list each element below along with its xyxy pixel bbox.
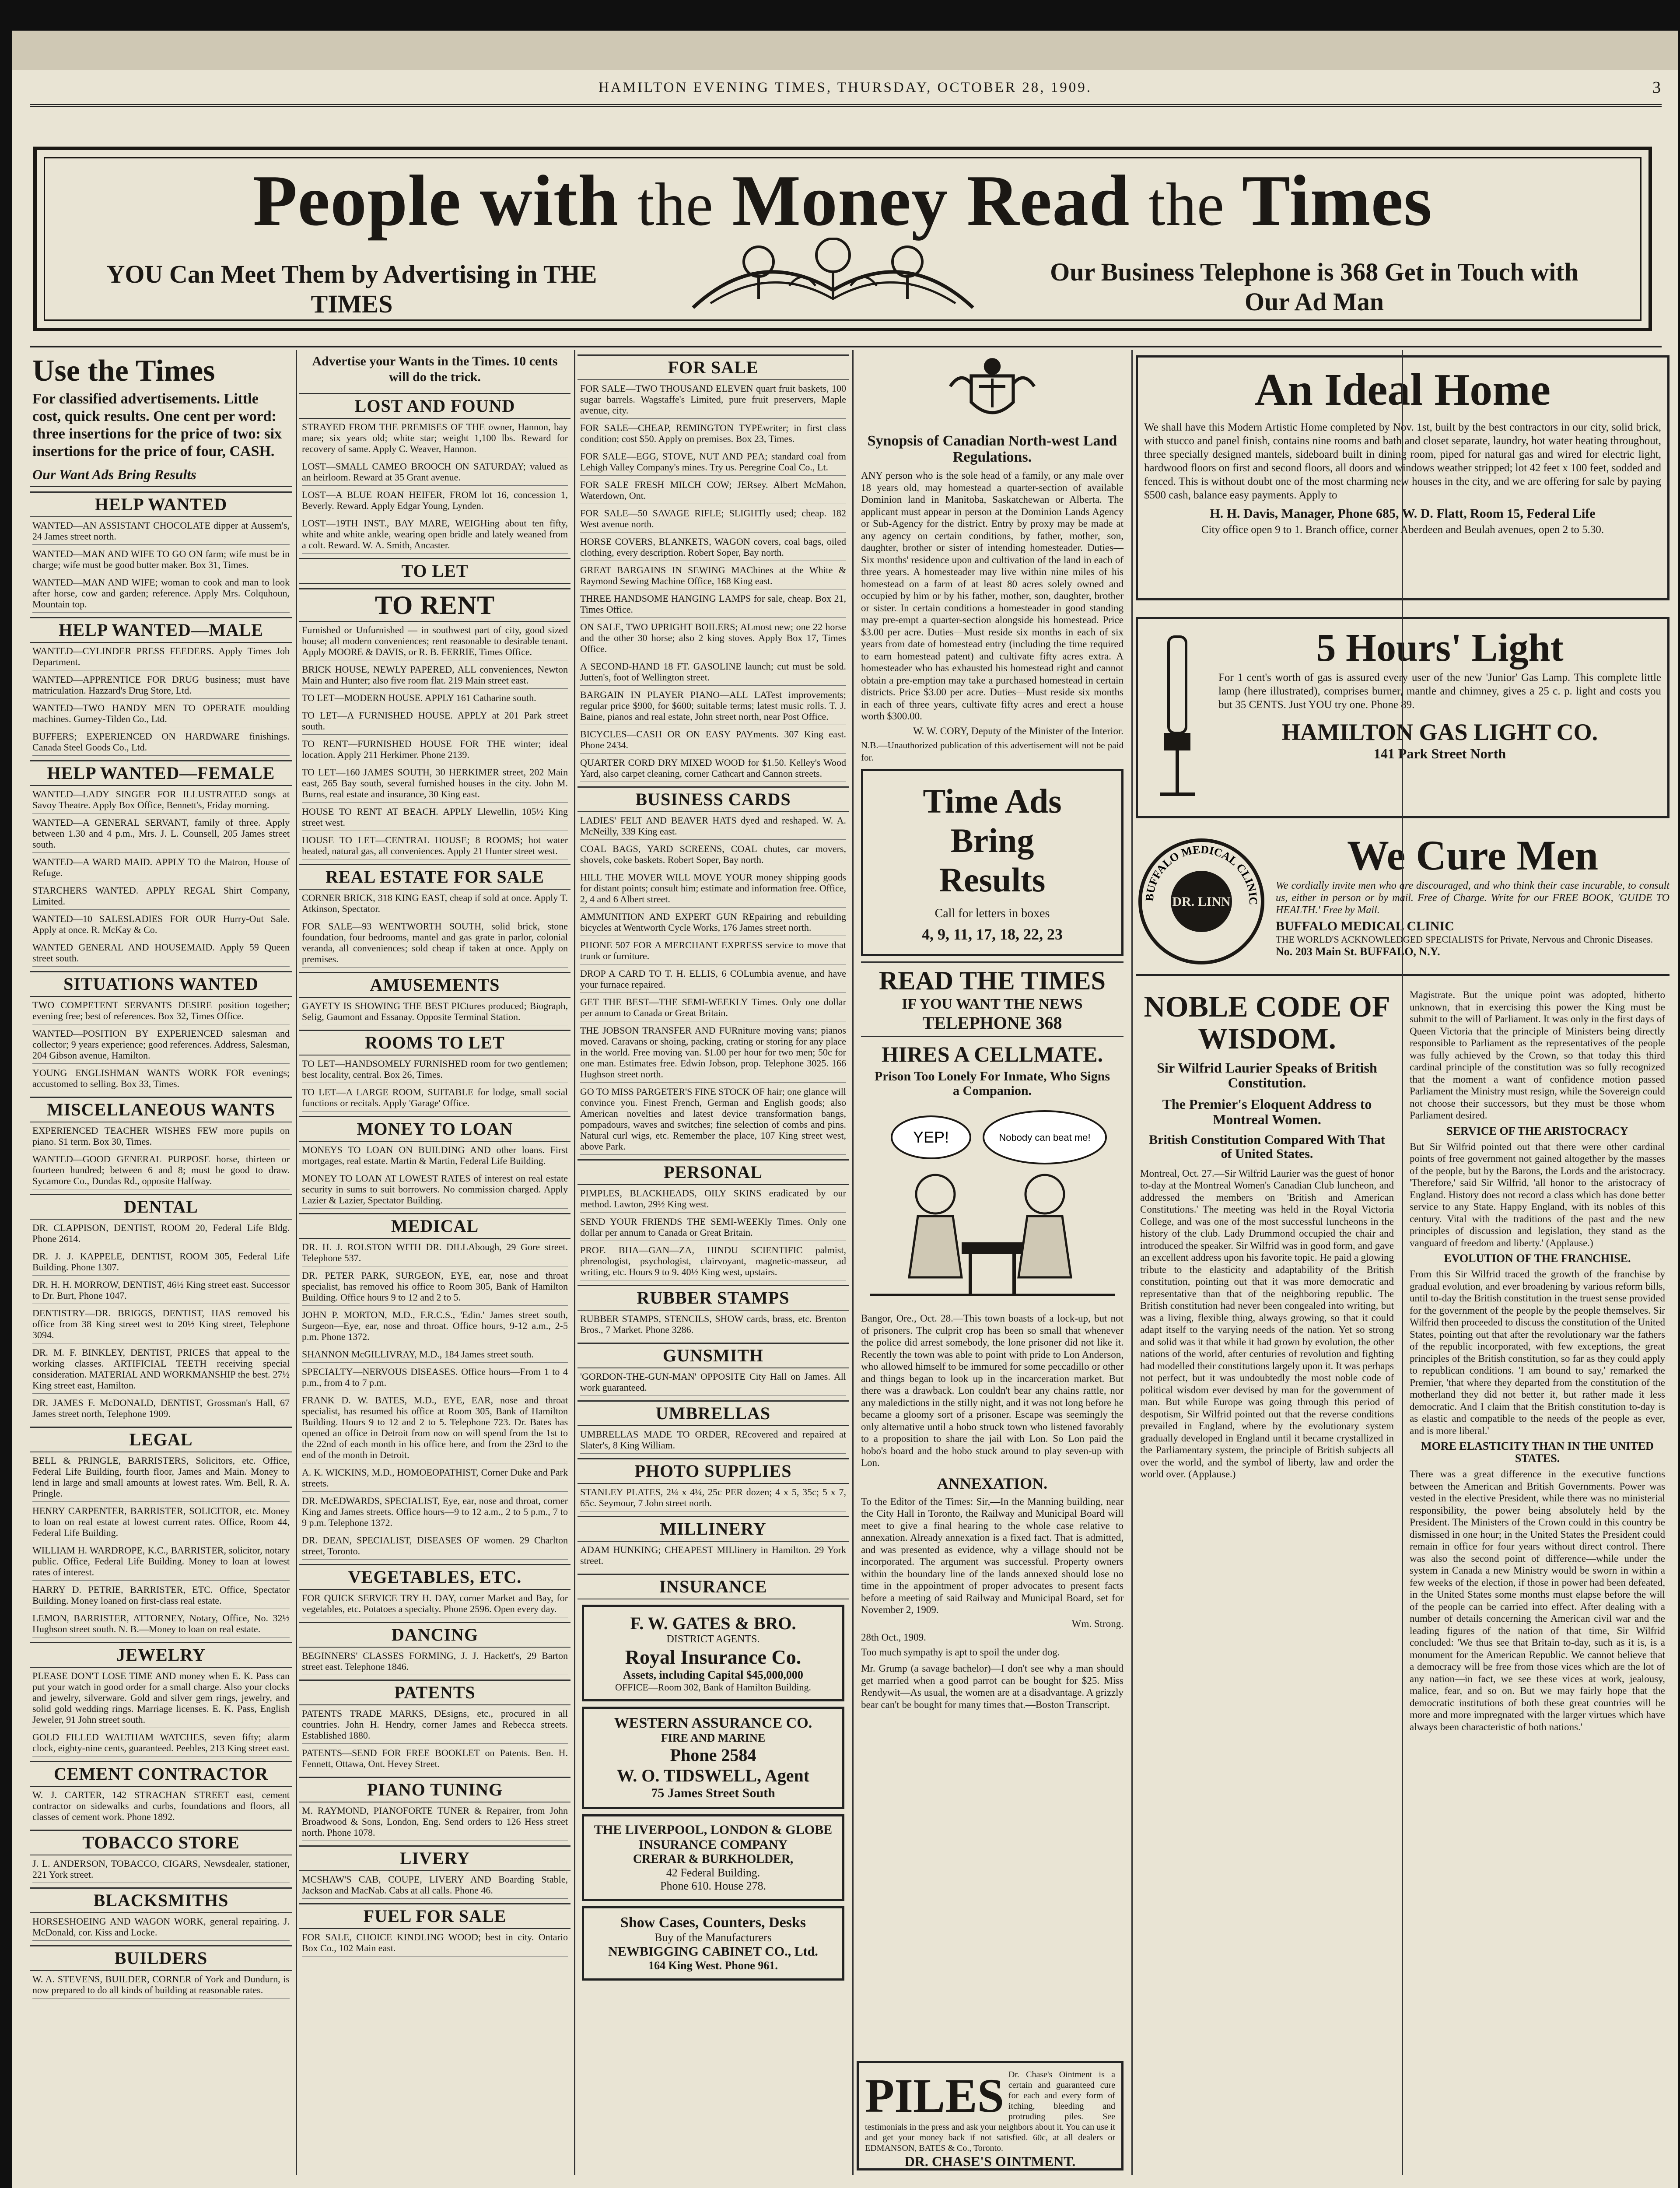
section-heading: PERSONAL — [578, 1159, 849, 1185]
banner-ad — [33, 147, 1652, 331]
running-head: HAMILTON EVENING TIMES, THURSDAY, OCTOBER 28, 1909. — [598, 80, 1092, 95]
read-times-box — [861, 961, 1124, 1037]
piles-title: PILES — [865, 2069, 1004, 2122]
column-rule — [852, 350, 854, 2175]
headline-part: Money Read — [732, 160, 1130, 241]
classified-ad: DR. DEAN, SPECIALIST, DISEASES OF women. 29 Charlton street, Toronto. — [302, 1535, 568, 1560]
showcase-name: NEWBIGGING CABINET CO., Ltd. — [608, 1944, 818, 1959]
classified-ad: BRICK HOUSE, NEWLY PAPERED, ALL conveniences, Newton Main and Hunter; also five room flat. 219 Main street east. — [302, 664, 568, 689]
classified-ad: HORSESHOEING AND WAGON WORK, general repairing. J. McDonald, cor. Kiss and Locke. — [32, 1916, 290, 1941]
read-times-title: READ THE TIMES — [879, 966, 1106, 996]
section-heading: JEWELRY — [30, 1642, 292, 1668]
classified-ad: Furnished or Unfurnished — in southwest part of city, good sized house; all modern conveniences; rent reasonable to desirable tenant. Apply MOORE & DAVIS, or R. B. FERRIE, Times Office. — [302, 624, 568, 660]
gas-lamp-icon — [1147, 628, 1208, 803]
land-title: Synopsis of Canadian North-west Land Regulations. — [867, 433, 1117, 465]
land-note: N.B.—Unauthorized publication of this advertisement will not be paid for. — [861, 740, 1124, 763]
classified-ad: W. A. STEVENS, BUILDER, CORNER of York and Dundurn, is now prepared to do all kinds of building at reasonable rates. — [32, 1974, 290, 1999]
cellmate-title: HIRES A CELLMATE. — [881, 1042, 1103, 1067]
classified-ad: PATENTS—SEND FOR FREE BOOKLET on Patents. Ben. H. Fennett, Ottawa, Ont. Hevey Street. — [302, 1747, 568, 1772]
section-heading: SITUATIONS WANTED — [30, 971, 292, 997]
classified-ad: PHONE 507 FOR A MERCHANT EXPRESS service to move that trunk or furniture. — [580, 940, 846, 964]
promo-tagline: Our Want Ads Bring Results — [30, 463, 292, 487]
section-heading: BLACKSMITHS — [30, 1887, 292, 1913]
torn-top-edge — [12, 31, 1678, 70]
classified-ad: ADAM HUNKING; CHEAPEST MILlinery in Hamilton. 29 York street. — [580, 1544, 846, 1569]
column-classified-2 — [299, 350, 570, 2175]
seal-center-text: DR. LINN — [1172, 894, 1231, 909]
seal-ring-text: BUFFALO MEDICAL CLINIC — [1143, 843, 1260, 905]
classified-ad: THREE HANDSOME HANGING LAMPS for sale, cheap. Box 21, Times Office. — [580, 593, 846, 618]
section-heading: BUILDERS — [30, 1945, 292, 1971]
light-title: 5 Hours' Light — [1316, 626, 1564, 670]
classified-ad: HENRY CARPENTER, BARRISTER, SOLICITOR, etc. Money to loan on real estate at lowest current rates. Office, Room 44, Federal Life Building. — [32, 1505, 290, 1541]
classified-ad: HILL THE MOVER WILL MOVE YOUR money shipping goods for distant points; consult him; estimate and information free. Office, 2, 4 and 6 Albert street. — [580, 872, 846, 908]
classified-ad: DR. McEDWARDS, SPECIALIST, Eye, ear, nose and throat, corner King and James streets. Office hours—9 to 12 a.m., 2 to 5 p.m., 7 to 9 p.m. Telephone 1372. — [302, 1495, 568, 1531]
classified-ad: STRAYED FROM THE PREMISES OF THE owner, Hannon, bay mare; six years old; white star; weight 1,100 lbs. Reward for recovery of same. Apply C. Weaver, Hannon. — [302, 421, 568, 457]
land-sign: W. W. CORY, Deputy of the Minister of the Interior. — [913, 725, 1124, 736]
classified-ad: DR. M. F. BINKLEY, DENTIST, PRICES that appeal to the working classes. ARTIFICIAL TEETH receiving special consideration. MATERIAL AND WORKMANSHIP the best. 27½ King street east, Hamilton. — [32, 1347, 290, 1394]
land-body: ANY person who is the sole head of a family, or any male over 18 years old, may homestead a quarter-section of available Dominion land in Manitoba, Saskatchewan or Alberta. The applicant must appear in person at the Dominion Lands Agency or Sub-Agency for the district. Entry by proxy may be made at any agency on certain conditions, by father, mother, son, daughter, brother or sister of intending homesteader. Duties—Six months' residence upon and cultivation of the land in each of three years. A homesteader may live within nine miles of his homestead on a farm of at least 80 acres solely owned and occupied by him or by his father, mother, son, daughter, brother or sister. In certain conditions a homesteader in good standing may pre-empt a quarter-section alongside his homestead. Price $3.00 per acre. Duties—Must reside six months in each of six years from date of homestead entry (including the time required to earn homestead patent) and cultivate fifty acres extra. A homesteader who has exhausted his homestead right and cannot obtain a pre-emption may take a purchased homestead in certain districts. Price $3.00 per acre. Duties—Must reside six months in each of three years, cultivate fifty acres and erect a house worth $300.00. — [861, 470, 1124, 722]
section-heading: VEGETABLES, ETC. — [299, 1564, 570, 1590]
cure-address: No. 203 Main St. BUFFALO, N.Y. — [1276, 945, 1440, 958]
banner-left-sub: YOU Can Meet Them by Advertising in THE TIMES — [106, 260, 597, 318]
cure-title: We Cure Men — [1347, 832, 1599, 879]
classified-ad: SHANNON McGILLIVRAY, M.D., 184 James street south. — [302, 1349, 568, 1363]
classified-ad: FRANK D. W. BATES, M.D., EYE, EAR, nose and throat specialist, has resumed his office at Room 305, Bank of Hamilton Building. Hours 9 to 12 and 2 to 5. Telephone 723. Dr. Bates has opened an office in Detroit from now on will spend from the 1st to the 22nd of each month in his office here, and from the 23rd to the end of the month in Detroit. — [302, 1395, 568, 1463]
classified-ad: PLEASE DON'T LOSE TIME AND money when E. K. Pass can put your watch in good order for a small charge. Also your clocks and jewelry, silverware. Gold and silver gem rings, jewelry, and solid gold wedding rings. Marriage licenses. E. K. Pass, English Jeweler, 91 John street south. — [32, 1670, 290, 1728]
classified-ad: WANTED—MAN AND WIFE; woman to cook and man to look after horse, cow and garden; reference. Apply Mrs. Colquhoun, Mountain top. — [32, 577, 290, 613]
showcase-address: 164 King West. Phone 961. — [648, 1959, 778, 1972]
classified-sections — [299, 393, 570, 1957]
noble-sub2: The Premier's Eloquent Address to Montreal Women. — [1162, 1096, 1372, 1127]
noble-sub5: EVOLUTION OF THE FRANCHISE. — [1444, 1252, 1631, 1265]
classified-ad: FOR SALE—93 WENTWORTH SOUTH, solid brick, stone foundation, four bedrooms, mantel and gas grate in parlor, colonial veranda, all conveniences; sold cheap if taken at once. Apply on premises. — [302, 921, 568, 968]
section-heading: ROOMS TO LET — [299, 1030, 570, 1055]
cure-clinic: BUFFALO MEDICAL CLINIC — [1276, 919, 1454, 933]
annex-date: 28th Oct., 1909. — [861, 1632, 926, 1643]
column-news-1 — [857, 350, 1128, 2175]
noble-sub3: British Constitution Compared With That of United States. — [1149, 1133, 1385, 1161]
classified-ad: FOR SALE—CHEAP, REMINGTON TYPEwriter; in first class condition; cost $50. Apply on premises. Box 23, Times. — [580, 422, 846, 447]
newspaper-page — [12, 31, 1678, 2188]
noble-body5: There was a great difference in the executive functions between the American and British Governments. Power was vested in the elective President, while there was no ministerial responsibility, the power being absolutely held by the President. The Ministers of the Crown could in this country be dismissed in one hour; in the United States the President could remain in office for four years without direct control. There was also the second point of difference—while under the system in Canada a new Ministry would be sworn in within a few weeks of the election, if those in power had been defeated, in the United States some months must elapse before the will of the people can be carried into effect. After dealing with a number of details concerning the American civil war and the leading figures of the nation of that time, Sir Wilfrid concluded: 'We thus see that Britain to-day, such as it is, is a monument for the American Republic. We cannot believe that a democracy will be free from those vices which are the lot of any nation—in fact, we see these vices at work, jealousy, malice, fear, and so on. But we may fairly hope that the democratic institutions of both these great countries will be more and more impregnated with the larger virtues which have always been characteristic of both nations.' — [1410, 1469, 1665, 1732]
ins-agent: CRERAR & BURKHOLDER, — [633, 1852, 794, 1866]
ins-name: F. W. GATES & BRO. — [630, 1613, 796, 1633]
section-heading: LIVERY — [299, 1845, 570, 1871]
section-heading: PHOTO SUPPLIES — [578, 1458, 849, 1484]
classified-ad: GAYETY IS SHOWING THE BEST PICtures produced; Biograph, Selig, Gaumont and Essanay. Opposite Terminal Station. — [302, 1000, 568, 1025]
home-office: City office open 9 to 1. Branch office, corner Aberdeen and Beulah avenues, open 2 to 5.30. — [1201, 524, 1604, 536]
section-heading: HELP WANTED — [30, 491, 292, 517]
classified-ad: BELL & PRINGLE, BARRISTERS, Solicitors, etc. Office, Federal Life Building, fourth floor, James and Main. Money to lend in large and small amounts at lowest rates. Wm. Bell, R. A. Pringle. — [32, 1455, 290, 1502]
insurance-ad-liverpool — [582, 1814, 844, 1901]
classified-sections — [578, 354, 849, 1599]
classified-ad: WANTED—LADY SINGER FOR ILLUSTRATED songs at Savoy Theatre. Apply Box Office, Bennett's, Friday morning. — [32, 789, 290, 813]
headline-part: the — [1148, 171, 1225, 238]
section-heading: FOR SALE — [578, 354, 849, 380]
medical-seal-icon — [1136, 836, 1267, 967]
classified-ad: SEND YOUR FRIENDS THE SEMI-WEEKly Times. Only one dollar per annum to Canada or Great Britain. — [580, 1216, 846, 1241]
classified-ad: DR. CLAPPISON, DENTIST, ROOM 20, Federal Life Bldg. Phone 2614. — [32, 1222, 290, 1247]
classified-ad: RUBBER STAMPS, STENCILS, SHOW cards, brass, etc. Brenton Bros., 7 Market. Phone 3286. — [580, 1313, 846, 1338]
noble-body4: From this Sir Wilfrid traced the growth of the franchise by gradual evolution, and ever broadening by various reform bills, until to-day the British constitution in the truest sense provided for the government of the people by the people themselves. Sir Wilfrid then proceeded to discuss the constitution of the United States, pointing out that after the revolutionary war the fathers of the republic incorporated, with few exceptions, the great principles of the British constitution, so far as they could apply to republican conditions. 'I am bound to say,' remarked the Premier, 'that where they departed from the constitution of the motherland they did not better it, but rather made it less democratic. And I claim that the British constitution to-day is as elastic and compatible to the needs of the people as ever, and is more liberal.' — [1410, 1269, 1665, 1436]
section-heading: GUNSMITH — [578, 1343, 849, 1368]
classified-ad: AMMUNITION AND EXPERT GUN REpairing and rebuilding bicycles at Wentworth Cycle Works, 176 James street north. — [580, 911, 846, 936]
section-heading: PIANO TUNING — [299, 1777, 570, 1802]
ins-phone: Phone 2584 — [670, 1745, 756, 1765]
classified-ad: LADIES' FELT AND BEAVER HATS dyed and reshaped. W. A. McNeilly, 339 King east. — [580, 815, 846, 840]
classified-ad: TO LET—MODERN HOUSE. APPLY 161 Catharine south. — [302, 692, 568, 706]
classified-ad: SPECIALTY—NERVOUS DISEASES. Office hours—From 1 to 4 p.m., from 4 to 7 p.m. — [302, 1366, 568, 1391]
timeads-boxes: 4, 9, 11, 17, 18, 22, 23 — [921, 926, 1063, 943]
section-heading: DANCING — [299, 1622, 570, 1648]
classified-ad: M. RAYMOND, PIANOFORTE TUNER & Repairer, from John Broadwood & Sons, London, Eng. Send orders to 126 Hess street north. Phone 1078. — [302, 1805, 568, 1841]
classified-ad: WANTED GENERAL AND HOUSEMAID. Apply 59 Queen street south. — [32, 942, 290, 967]
headline-part: Times — [1242, 160, 1432, 241]
section-heading: TO RENT — [299, 588, 570, 622]
classified-ad: W. J. CARTER, 142 STRACHAN STREET east, cement contractor on sidewalks and curbs, foundations and floors, all classes of cement work. Phone 1892. — [32, 1789, 290, 1825]
classified-ad: MONEYS TO LOAN ON BUILDING AND other loans. First mortgages, real estate. Martin & Martin, Federal Life Building. — [302, 1144, 568, 1169]
classified-ad: WANTED—10 SALESLADIES FOR OUR Hurry-Out Sale. Apply at once. R. McKay & Co. — [32, 913, 290, 938]
classified-ad: WANTED—POSITION BY EXPERIENCED salesman and collector; 9 years experience; good references. Address, Salesman, 204 Gibson avenue, Hamilton. — [32, 1028, 290, 1064]
section-heading: MEDICAL — [299, 1213, 570, 1239]
classified-ad: DR. JAMES F. McDONALD, DENTIST, Grossman's Hall, 67 James street north, Telephone 1909. — [32, 1397, 290, 1422]
read-times-sub: IF YOU WANT THE NEWS — [902, 996, 1083, 1013]
section-heading: TO LET — [299, 558, 570, 584]
ins-name: THE LIVERPOOL, LONDON & GLOBE INSURANCE COMPANY — [594, 1823, 833, 1852]
noble-sub1: Sir Wilfrid Laurier Speaks of British Constitution. — [1157, 1059, 1377, 1091]
classified-ad: GREAT BARGAINS IN SEWING MAChines at the White & Raymond Sewing Machine Office, 168 King east. — [580, 565, 846, 589]
timeads-line: Bring — [950, 821, 1034, 860]
classified-ad: TO LET—A LARGE ROOM, SUITABLE for lodge, small social functions or recitals. Apply 'Garage' Office. — [302, 1087, 568, 1112]
ins-detail: Assets, including Capital $45,000,000 — [623, 1669, 803, 1681]
classified-ad: DENTISTRY—DR. BRIGGS, DENTIST, HAS removed his office from 38 King street west to 20½ King street, Telephone 3094. — [32, 1308, 290, 1343]
light-company: HAMILTON GAS LIGHT CO. — [1281, 719, 1598, 745]
section-heading: REAL ESTATE FOR SALE — [299, 864, 570, 890]
classified-ad: LOST—A BLUE ROAN HEIFER, FROM lot 16, concession 1, Beverly. Reward. Apply Edgar Young, Lynden. — [302, 489, 568, 514]
column-rule — [574, 350, 575, 2175]
section-heading: MISCELLANEOUS WANTS — [30, 1097, 292, 1122]
piles-body: Dr. Chase's Ointment is a certain and guaranteed cure for each and every form of itching, bleeding and protruding piles. See testimonials in the press and ask your neighbors about it. You can use it and get your money back if not satisfied. 60c, at all dealers or EDMANSON, BATES & Co., Toronto. — [865, 2070, 1115, 2153]
headline-part: the — [637, 171, 714, 238]
classified-ad: PATENTS TRADE MARKS, DEsigns, etc., procured in all countries. John H. Hendry, corner James and Rebecca streets. Established 1880. — [302, 1708, 568, 1744]
light-body: For 1 cent's worth of gas is assured every user of the new 'Junior' Gas Lamp. This complete little lamp (here illustrated), comprises burner, mantle and chimney, gives a 25 c. p. light and costs you but 35 CENTS. Just YOU try one. Phone 89. — [1218, 672, 1661, 711]
classified-ad: DR. H. H. MORROW, DENTIST, 46½ King street east. Successor to Dr. Burt, Phone 1047. — [32, 1279, 290, 1304]
classified-ad: MCSHAW'S CAB, COUPE, LIVERY AND Boarding Stable, Jackson and MacNab. Cabs at all calls. Phone 46. — [302, 1874, 568, 1899]
section-rule — [30, 346, 1662, 347]
col2-top-note: Advertise your Wants in the Times. 10 cents will do the trick. — [312, 354, 558, 384]
classified-ad: GOLD FILLED WALTHAM WATCHES, seven fifty; alarm clock, eighty-nine cents, guaranteed. Peebles, 213 King street east. — [32, 1732, 290, 1757]
section-heading: LOST AND FOUND — [299, 393, 570, 419]
classified-ad: TO RENT—FURNISHED HOUSE FOR THE winter; ideal location. Apply 211 Herkimer. Phone 2139. — [302, 738, 568, 763]
time-ads-box — [861, 769, 1124, 956]
section-heading: MONEY TO LOAN — [299, 1116, 570, 1142]
classified-ad: DROP A CARD TO T. H. ELLIS, 6 COLumbia avenue, and have your furnace repaired. — [580, 968, 846, 993]
noble-sub4: SERVICE OF THE ARISTOCRACY — [1446, 1124, 1628, 1137]
classified-ad: MONEY TO LOAN AT LOWEST RATES of interest on real estate security in sums to suit borrowers. No commission charged. Apply Lazier & Lazier, Spectator Building. — [302, 1173, 568, 1209]
classified-ad: WANTED—AN ASSISTANT CHOCOLATE dipper at Aussem's, 24 James street north. — [32, 520, 290, 545]
classified-ad: WANTED—APPRENTICE FOR DRUG business; must have matriculation. Hazzard's Drug Store, Ltd. — [32, 674, 290, 699]
section-heading: UMBRELLAS — [578, 1400, 849, 1426]
page-number: 3 — [1652, 78, 1661, 97]
classified-ad: GO TO MISS PARGETER'S FINE STOCK OF hair; one glance will convince you. Finest French, German and English goods; also American novelties and latest device transformation bangs, pompadours, waves and switches; fine selection of combs and pins. Natural curl wigs, etc. Remember the place, 107 King street west, above Park. — [580, 1086, 846, 1155]
section-heading: PATENTS — [299, 1680, 570, 1705]
section-heading: CEMENT CONTRACTOR — [30, 1761, 292, 1787]
classified-ad: WANTED—TWO HANDY MEN TO OPERATE moulding machines. Gurney-Tilden Co., Ltd. — [32, 702, 290, 727]
cellmate-sub: Prison Too Lonely For Inmate, Who Signs a Companion. — [874, 1069, 1110, 1098]
classified-ad: FOR SALE—TWO THOUSAND ELEVEN quart fruit baskets, 100 sugar barrels. Wagstaffe's Limited, pure fruit preservers, Maple avenue, city. — [580, 383, 846, 419]
column-classified-1 — [30, 350, 292, 2175]
classified-ad: HOUSE TO LET—CENTRAL HOUSE; 8 ROOMS; hot water heated, natural gas, all conveniences. Apply 21 Hunter street west. — [302, 835, 568, 859]
cartoon-bubble-left: YEP! — [913, 1128, 949, 1147]
section-heading: RUBBER STAMPS — [578, 1285, 849, 1311]
classified-ad: QUARTER CORD DRY MIXED WOOD for $1.50. Kelley's Wood Yard, also carpet cleaning, corner Cathcart and Cannon streets. — [580, 757, 846, 782]
classified-ad: J. L. ANDERSON, TOBACCO, CIGARS, Newsdealer, stationer, 221 York street. — [32, 1858, 290, 1883]
section-heading: DENTAL — [30, 1194, 292, 1220]
classified-ad: TWO COMPETENT SERVANTS DESIRE position together; evening free; best of references. Box 32, Times Office. — [32, 999, 290, 1024]
showcase-title: Show Cases, Counters, Desks — [620, 1914, 806, 1931]
classified-ad: PIMPLES, BLACKHEADS, OILY SKINS eradicated by our method. Lawton, 29½ King west. — [580, 1188, 846, 1213]
timeads-line: Time Ads — [923, 782, 1062, 820]
classified-ad: THE JOBSON TRANSFER AND FURniture moving vans; pianos moved. Caravans or shoing, packing, crating or storing for any place in the world. Free moving van. $1.00 per hour for two men; 50c for one man. Estimates free. Edwin Jobson, prop. Telephone 3025. 166 Hughson street north. — [580, 1025, 846, 1083]
read-times-tel: TELEPHONE 368 — [922, 1013, 1062, 1033]
classified-ad: HORSE COVERS, BLANKETS, WAGON covers, coal bags, oiled clothing, every description. Robert Soper, Bay north. — [580, 536, 846, 561]
insurance-ad-western — [582, 1707, 844, 1809]
column-classified-3 — [578, 350, 849, 2175]
home-contact: H. H. Davis, Manager, Phone 685, W. D. Flatt, Room 15, Federal Life — [1210, 506, 1596, 521]
ins-role: FIRE AND MARINE — [661, 1732, 766, 1744]
classified-ad: FOR SALE—EGG, STOVE, NUT AND PEA; standard coal from Lehigh Valley Company's mines. Try us. Peregrine Coal Co., Lt. — [580, 451, 846, 476]
promo-text: For classified advertisements. Little cost, quick results. One cent per word: three insertions for the price of two: six insertions for the price of four, CASH. — [32, 391, 282, 459]
cartoon-bubble-right: Nobody can beat me! — [999, 1132, 1091, 1143]
ins-address: 75 James Street South — [651, 1786, 775, 1800]
floral-ornament-icon — [684, 238, 982, 314]
noble-sub6: MORE ELASTICITY THAN IN THE UNITED STATES. — [1421, 1440, 1654, 1465]
cartoon-illustration — [861, 1102, 1124, 1308]
classified-ad: HARRY D. PETRIE, BARRISTER, ETC. Office, Spectator Building. Money loaned on first-class real estate. — [32, 1584, 290, 1609]
section-heading: FUEL FOR SALE — [299, 1903, 570, 1929]
noble-body: Montreal, Oct. 27.—Sir Wilfrid Laurier was the guest of honor to-day at the Montreal Women's Canadian Club luncheon, and addressed the members on 'British and American Constitutions.' The meeting was held in the Royal Victoria College, and was one of the most successful luncheons in the history of the club. Lady Drummond occupied the chair and introduced the speaker. Sir Wilfrid was in good form, and gave an excellent address upon his favorite topic. He paid a glowing tribute to the elasticity and adaptability of the British constitution, pointing out that it was more democratic and representative than that of the neighboring republic. The British constitution had never been congealed into writing, but was a living, flexible thing, always growing, so that it could adapt itself to the varying needs of the nation. Yet so strong and solid was it that while it had grown by evolution, the other nations of the world, after centuries of revolution and fighting had modelled their constitutions largely upon it. It was perhaps not perfect, but it was undoubtedly the most noble code of political wisdom ever devised by man for the government of man. But while Europe was going through this period of despotism, Sir Wilfrid pointed out that the reverse conditions prevailed in England, where by the evolutionary system gradually developed in England until it became crystallized in the Parliamentary system, the principle of British subjects all over the world, and the symbol of liberty, law and order the world over. (Applause.) — [1140, 1168, 1394, 1480]
cellmate-body: Bangor, Ore., Oct. 28.—This town boasts of a lock-up, but not of prisoners. The culprit crop has been so small that whenever the police did arrest somebody, the lone prisoner did not like it. Recently the town was able to point with pride to Lon Anderson, who allowed himself to be immured for some peccadillo or other and things began to look up in the incarceration market. But there was a drawback. Lon couldn't bear any chains rattle, nor any maledictions in the stilly night, and it was not long before he became a gloomy sort of a prisoner. Escape was seemingly the only alternative until a hobo struck town who listened favorably to a proposition to share the jail with Lon. So Lon paid the hobo's board and the hobo stuck around to play seven-up with Lon. — [861, 1313, 1124, 1469]
timeads-call: Call for letters in boxes — [934, 907, 1050, 921]
classified-ad: WANTED—CYLINDER PRESS FEEDERS. Apply Times Job Department. — [32, 645, 290, 670]
classified-ad: FOR QUICK SERVICE TRY H. DAY, corner Market and Bay, for vegetables, etc. Potatoes a specialty. Phone 2596. Open every day. — [302, 1592, 568, 1617]
classified-ad: STANLEY PLATES, 2¼ x 4¼, 25c PER dozen; 4 x 5, 35c; 5 x 7, 65c. Seymour, 7 John street north. — [580, 1487, 846, 1511]
column-rule — [1402, 350, 1403, 2175]
classified-ad: CORNER BRICK, 318 KING EAST, cheap if sold at once. Apply T. Atkinson, Spectator. — [302, 892, 568, 917]
classified-ad: WANTED—MAN AND WIFE TO GO ON farm; wife must be in charge; wife must be good butter maker. Box 31, Times. — [32, 548, 290, 573]
classified-ad: 'GORDON-THE-GUN-MAN' OPPOSITE City Hall on James. All work guaranteed. — [580, 1371, 846, 1396]
column-news-2 — [1136, 989, 1398, 2175]
classified-ad: HOUSE TO RENT AT BEACH. APPLY Llewellin, 105½ King street west. — [302, 806, 568, 831]
banner-headline — [37, 160, 1648, 242]
ins-company: Royal Insurance Co. — [625, 1646, 802, 1668]
annex-sign: Wm. Strong. — [1071, 1618, 1124, 1629]
classified-ad: FOR SALE—50 SAVAGE RIFLE; SLIGHTly used; cheap. 182 West avenue north. — [580, 508, 846, 533]
classified-ad: ON SALE, TWO UPRIGHT BOILERS; ALmost new; one 22 horse and the other 30 horse; also 2 king stoves. Apply Box 17, Times Office. — [580, 621, 846, 657]
annex-title: ANNEXATION. — [937, 1474, 1048, 1492]
showcase-ad — [582, 1906, 844, 1981]
classified-ad: COAL BAGS, YARD SCREENS, COAL chutes, car movers, shovels, coke baskets. Robert Soper, Bay north. — [580, 843, 846, 868]
column-rule — [296, 350, 297, 2175]
classified-ad: STARCHERS WANTED. APPLY REGAL Shirt Company, Limited. — [32, 885, 290, 910]
classified-ad: FOR SALE, CHOICE KINDLING WOOD; best in city. Ontario Box Co., 102 Main east. — [302, 1932, 568, 1957]
classified-ad: YOUNG ENGLISHMAN WANTS WORK FOR evenings; accustomed to selling. Box 33, Times. — [32, 1067, 290, 1092]
section-heading: AMUSEMENTS — [299, 972, 570, 998]
cure-specialists: THE WORLD'S ACKNOWLEDGED SPECIALISTS for Private, Nervous and Chronic Diseases. — [1276, 934, 1653, 945]
classified-ad: DR. H. J. ROLSTON WITH DR. DILLAbough, 29 Gore street. Telephone 537. — [302, 1241, 568, 1266]
classified-ad: BUFFERS; EXPERIENCED ON HARDWARE finishings. Canada Steel Goods Co., Ltd. — [32, 731, 290, 756]
classified-ad: BEGINNERS' CLASSES FORMING, J. J. Hackett's, 29 Barton street east. Telephone 1846. — [302, 1650, 568, 1675]
classified-ad: A SECOND-HAND 18 FT. GASOLINE launch; cut must be sold. Jutten's, foot of Wellington street. — [580, 661, 846, 686]
column-rule — [1131, 350, 1133, 2175]
section-heading: MILLINERY — [578, 1516, 849, 1542]
piles-brand: DR. CHASE'S OINTMENT. — [904, 2153, 1076, 2169]
ins-name: WESTERN ASSURANCE CO. — [614, 1715, 812, 1731]
classified-ad: JOHN P. MORTON, M.D., F.R.C.S., 'Edin.' James street south, Surgeon—Eye, ear, nose and throat. Office hours, 9-12 a.m., 2-5 p.m. Phone 1372. — [302, 1309, 568, 1345]
section-heading: TOBACCO STORE — [30, 1830, 292, 1855]
classified-ad: WILLIAM H. WARDROPE, K.C., BARRISTER, solicitor, notary public. Office, Federal Life Building. Money to loan at lowest rates of interest. — [32, 1545, 290, 1581]
timeads-line: Results — [939, 861, 1046, 899]
classified-ad: GET THE BEST—THE SEMI-WEEKLY Times. Only one dollar per annum to Canada or Great Britain. — [580, 996, 846, 1021]
noble-body3: But Sir Wilfrid pointed out that there were other cardinal points of free government not gained altogether by the masses of the people, but by the Barons, the Lords and the aristocracy. 'Therefore,' said Sir Wilfrid, 'all honor to the aristocracy of England. History does not record a class which has done better service to any State. Happy England, with its nobles of this century. Vital with the traditions of the past and the new principles of discussion and legislation, they stand as the vanguard of freedom and liberty.' (Applause.) — [1410, 1141, 1665, 1248]
section-heading: HELP WANTED—MALE — [30, 617, 292, 643]
classified-ad: DR. PETER PARK, SURGEON, EYE, ear, nose and throat specialist, has removed his office to Room 305, Bank of Hamilton Building. Office hours 9 to 12 and 2 to 5. — [302, 1270, 568, 1306]
classified-ad: DR. J. J. KAPPELE, DENTIST, ROOM 305, Federal Life Building. Phone 1307. — [32, 1251, 290, 1276]
noble-body2: Magistrate. But the unique point was adopted, hitherto unknown, that in exercising this power the King must be submit to the will of Parliament. It was only in the first days of Queen Victoria that the principle of Ministers being directly responsible to Parliament as the representatives of the people was fully achieved by the Crown, so that today this third cardinal principle of the constitution was so fully recognized that the moment a want of confidence motion passed Parliament the Ministry must resign, while the Sovereign could not choose their successors, but they must be those whom Parliament desired. — [1410, 989, 1665, 1121]
classified-ad: WANTED—GOOD GENERAL PURPOSE horse, thirteen or fourteen hundred; between 6 and 8; must be good to draw. Sycamore Co., Dundas Rd., opposite Halfway. — [32, 1154, 290, 1189]
section-heading: LEGAL — [30, 1427, 292, 1452]
banner-right-sub: Our Business Telephone is 368 Get in Touch with Our Ad Man — [1050, 258, 1578, 316]
classified-ad: TO LET—HANDSOMELY FURNISHED room for two gentlemen; best locality, central. Box 26, Times. — [302, 1058, 568, 1083]
section-heading: INSURANCE — [578, 1574, 849, 1599]
headline-part: People with — [253, 160, 619, 241]
classified-ad: WANTED—A GENERAL SERVANT, family of three. Apply between 1.30 and 4 p.m., Mrs. J. L. Counsell, 205 James street south. — [32, 817, 290, 853]
classified-ad: LOST—SMALL CAMEO BROOCH ON SATURDAY; valued as an heirloom. Reward at 35 Grant avenue. — [302, 461, 568, 486]
column-news-2-cont — [1405, 989, 1670, 2175]
classified-ad: TO LET—160 JAMES SOUTH, 30 HERKIMER street, 202 Main east, 265 Bay south, several furnished houses in the city. John M. Burns, real estate and insurance, 30 King east. — [302, 767, 568, 803]
showcase-sub: Buy of the Manufacturers — [654, 1931, 772, 1944]
classified-sections — [30, 491, 292, 1999]
noble-title: NOBLE CODE OF WISDOM. — [1144, 990, 1390, 1055]
section-heading: HELP WANTED—FEMALE — [30, 760, 292, 786]
classified-ad: LEMON, BARRISTER, ATTORNEY, Notary, Office, No. 32½ Hughson street south. N. B.—Money to loan on real estate. — [32, 1613, 290, 1637]
insurance-ad-royal — [582, 1605, 844, 1701]
light-address: 141 Park Street North — [1373, 746, 1506, 761]
home-title: An Ideal Home — [1255, 365, 1550, 415]
classified-ad: UMBRELLAS MADE TO ORDER, REcovered and repaired at Slater's, 8 King William. — [580, 1429, 846, 1454]
piles-ad — [857, 2061, 1124, 2170]
classified-ad: BARGAIN IN PLAYER PIANO—ALL LATest improvements; regular price $900, for $600; suitable terms; latest music rolls. T. J. Baine, pianos and real estate, John street north, near Post Office. — [580, 689, 846, 725]
section-heading: BUSINESS CARDS — [578, 786, 849, 812]
ins-agent: W. O. TIDSWELL, Agent — [616, 1766, 810, 1785]
sympathy-filler: Too much sympathy is apt to spoil the under dog. — [861, 1646, 1060, 1658]
classified-ad: EXPERIENCED TEACHER WISHES FEW more pupils on piano. $1 term. Box 30, Times. — [32, 1125, 290, 1150]
ins-address: 42 Federal Building. — [666, 1866, 760, 1879]
classified-ad: WANTED—A WARD MAID. APPLY TO the Matron, House of Refuge. — [32, 856, 290, 881]
coat-of-arms-icon — [940, 354, 1045, 429]
classified-ad: FOR SALE FRESH MILCH COW; JERsey. Albert McMahon, Waterdown, Ont. — [580, 479, 846, 504]
classified-ad: A. K. WICKINS, M.D., HOMOEOPATHIST, Corner Duke and Park streets. — [302, 1467, 568, 1492]
grump-filler: Mr. Grump (a savage bachelor)—I don't see why a man should get married when a good parrot can be bought for $25. Miss Rendywit—As usual, the women are at a disadvantage. A grizzly bear can't be bought for many times that.—Boston Transcript. — [861, 1663, 1124, 1710]
ins-phone: Phone 610. House 278. — [660, 1879, 766, 1892]
classified-ad: TO LET—A FURNISHED HOUSE. APPLY at 201 Park street south. — [302, 710, 568, 735]
cure-body: We cordially invite men who are discouraged, and who think their case incurable, to consult us, either in person or by mail. Free of Charge. Write for our FREE BOOK, 'GUIDE TO HEALTH.' Free by Mail. — [1276, 880, 1670, 916]
ins-office: OFFICE—Room 302, Bank of Hamilton Building. — [615, 1682, 811, 1693]
top-rule — [30, 104, 1662, 107]
classified-ad: PROF. BHA—GAN—ZA, HINDU SCIENTIFIC palmist, phrenologist, psychologist, clairvoyant, magnetic-masseur, ad writing, etc. Hours 9 to 9. 40½ King west, upstairs. — [580, 1245, 846, 1280]
classified-ad: BICYCLES—CASH OR ON EASY PAYments. 307 King east. Phone 2434. — [580, 729, 846, 754]
promo-title: Use the Times — [32, 354, 215, 388]
ins-role: DISTRICT AGENTS. — [666, 1634, 760, 1645]
annex-body: To the Editor of the Times: Sir,—In the Manning building, near the City Hall in Toronto, the Railway and Municipal Board will meet to give a final hearing to the whole case relative to annexation. Already annexation is a fixed fact. That is admitted, and was presented as evidence, why a village should not be incorporated. The argument was successful. Property owners within the boundary line of the lands annexed should lose no time in the appointment of proper advocates to present facts before a meeting of said Railway and Municipal Board, set for November 2, 1909. — [861, 1496, 1124, 1616]
classified-ad: LOST—19TH INST., BAY MARE, WEIGHing about ten fifty, white and white ankle, wearing open bridle and lately weaned from a colt. Reward. W. A. Smith, Ancaster. — [302, 518, 568, 554]
home-body: We shall have this Modern Artistic Home completed by Nov. 1st, built by the best contractors in our city, solid brick, with stucco and panel finish, contains nine rooms and bath and closet separate, laundry, hot water heating throughout, three specially designed mantels, sideboard built in dining room, piped for natural gas and wired for electric light, hardwood floors on first and second floors, all doors and windows weather stripped; lot 42 feet x 100 feet, sodded and fenced. This is without doubt one of the most charming new houses in the city, and we are offering for sale by paying $500 cash, balance easy payments. Apply to — [1144, 421, 1661, 501]
